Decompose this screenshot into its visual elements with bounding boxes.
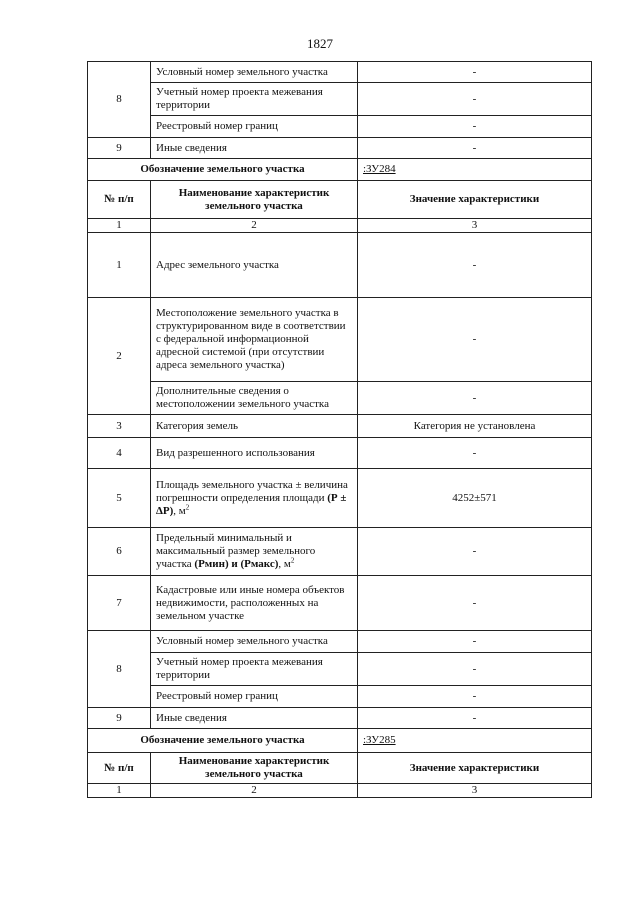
table-row [88,83,592,116]
header-row [88,181,592,219]
row-number: 2 [88,298,151,415]
column-header-value: Значение характеристики [358,181,592,219]
column-index: 3 [358,784,592,798]
column-header-number: № п/п [88,753,151,784]
characteristic-label: Условный номер земельного участка [151,62,358,83]
area-label-text: Площадь земельного участка ± величина погрешности определения площади [156,478,348,504]
characteristic-label: Реестровый номер границ [151,686,358,708]
row-number: 8 [88,631,151,708]
characteristic-label [151,469,358,528]
table-row [88,62,592,83]
index-row [88,784,592,798]
table-row [88,528,592,576]
characteristic-value: - [358,233,592,298]
characteristic-label: Иные сведения [151,708,358,729]
table-row [88,382,592,415]
characteristic-value: - [358,528,592,576]
column-index: 3 [358,219,592,233]
table-row [88,415,592,438]
header-row [88,753,592,784]
characteristic-value: - [358,138,592,159]
characteristic-value: - [358,83,592,116]
row-number: 5 [88,469,151,528]
characteristic-value: - [358,438,592,469]
index-row [88,219,592,233]
characteristic-label: Кадастровые или иные номера объектов недвижимости, расположенных на земельном участке [151,576,358,631]
column-header-name: Наименование характеристик земельного участка [151,753,358,784]
table-row [88,576,592,631]
row-number: 9 [88,138,151,159]
row-number: 9 [88,708,151,729]
characteristic-label: Реестровый номер границ [151,116,358,138]
land-plot-table [87,61,592,798]
characteristic-value: - [358,653,592,686]
area-formula: (Р ± ΔР) [156,491,347,517]
designation-code: :ЗУ284 [358,159,592,181]
characteristic-value: - [358,708,592,729]
characteristic-label: Учетный номер проекта межевания территории [151,83,358,116]
characteristic-label: Категория земель [151,415,358,438]
characteristic-value: - [358,382,592,415]
row-number: 7 [88,576,151,631]
characteristic-label: Дополнительные сведения о местоположении земельного участка [151,382,358,415]
column-index: 1 [88,219,151,233]
table-row [88,653,592,686]
column-index: 1 [88,784,151,798]
table-row [88,233,592,298]
row-number: 1 [88,233,151,298]
area-unit-power: 2 [185,502,190,511]
column-header-number: № п/п [88,181,151,219]
characteristic-value: - [358,686,592,708]
characteristic-value: - [358,576,592,631]
column-index: 2 [151,219,358,233]
column-index: 2 [151,784,358,798]
table-row [88,469,592,528]
table-row [88,631,592,653]
table-row [88,708,592,729]
characteristic-label: Иные сведения [151,138,358,159]
designation-row [88,729,592,753]
characteristic-label: Учетный номер проекта межевания территории [151,653,358,686]
characteristic-label: Вид разрешенного использования [151,438,358,469]
characteristic-value: - [358,116,592,138]
area-unit: , м [173,504,186,517]
table-row [88,686,592,708]
column-header-value: Значение характеристики [358,753,592,784]
column-header-name: Наименование характеристик земельного участка [151,181,358,219]
characteristic-label: Местоположение земельного участка в структурированном виде в соответствии с федеральной информационной адресной системой (при отсутствии адреса земельного участка) [151,298,358,382]
size-formula: (Рмин) и (Рмакс) [194,558,279,570]
characteristic-label: Условный номер земельного участка [151,631,358,653]
row-number: 4 [88,438,151,469]
size-unit: , м [278,558,291,570]
characteristic-label: Адрес земельного участка [151,233,358,298]
table-row [88,138,592,159]
characteristic-value: Категория не установлена [358,415,592,438]
characteristic-label [151,528,358,576]
table-row [88,116,592,138]
designation-row [88,159,592,181]
row-number: 3 [88,415,151,438]
designation-code: :ЗУ285 [358,729,592,753]
characteristic-value: - [358,631,592,653]
page-number: 1827 [307,36,333,51]
designation-label: Обозначение земельного участка [88,729,358,753]
designation-label: Обозначение земельного участка [88,159,358,181]
row-number: 8 [88,62,151,138]
row-number: 6 [88,528,151,576]
table-row [88,298,592,382]
size-label-text: Предельный минимальный и максимальный размер земельного участка [156,532,316,570]
size-unit-power: 2 [290,556,295,565]
characteristic-value: 4252±571 [358,469,592,528]
characteristic-value: - [358,62,592,83]
characteristic-value: - [358,298,592,382]
table-row [88,438,592,469]
